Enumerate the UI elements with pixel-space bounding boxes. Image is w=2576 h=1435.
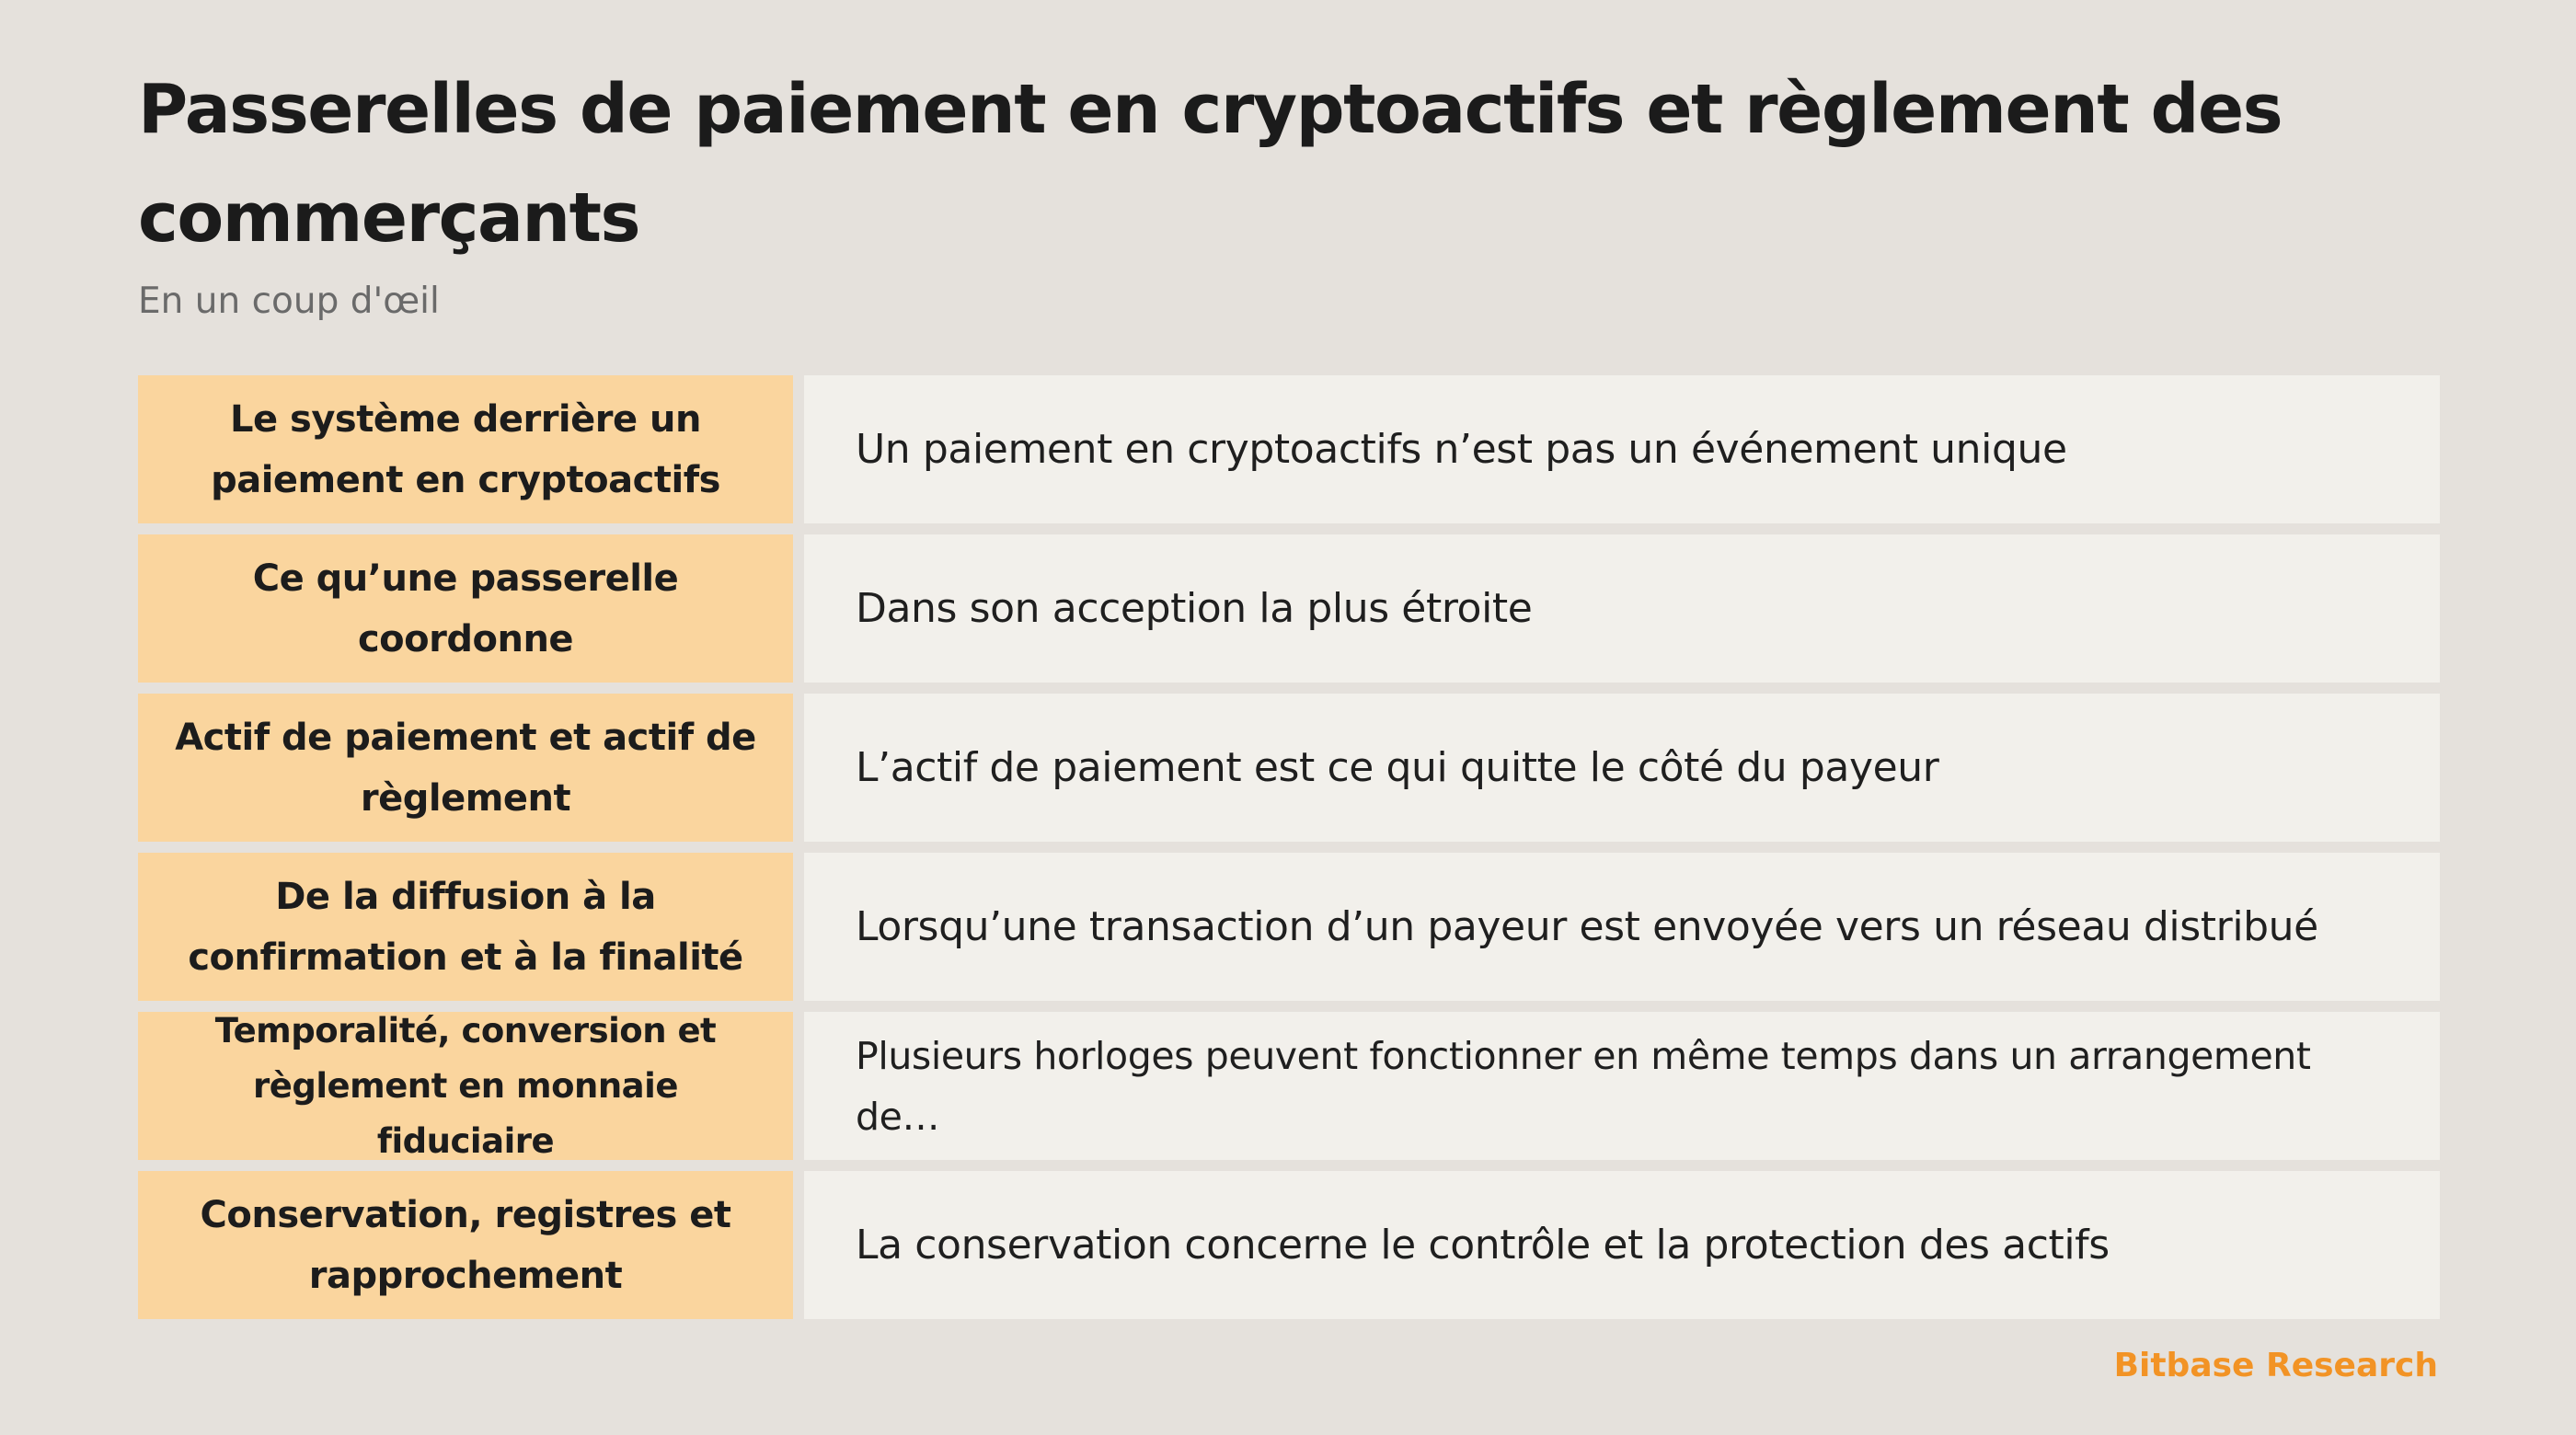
page-header (138, 55, 2438, 327)
page-subtitle: En un coup d'œil (138, 281, 440, 322)
row-label: Le système derrière un paiement en cryptoactifs (211, 397, 720, 501)
row-value: L’actif de paiement est ce qui quitte le côté du payeur (856, 743, 1939, 791)
row-value-cell (804, 534, 2440, 683)
row-label-cell (138, 1171, 793, 1319)
table-row (138, 375, 2440, 523)
row-value-cell (804, 694, 2440, 842)
row-value: Dans son acception la plus étroite (856, 584, 1533, 632)
row-label-cell (138, 375, 793, 523)
table-row (138, 1171, 2440, 1319)
row-label-cell (138, 1012, 793, 1160)
row-value: Un paiement en cryptoactifs n’est pas un événement unique (856, 425, 2067, 473)
table-row (138, 534, 2440, 683)
row-value: Plusieurs horloges peuvent fonctionner en même temps dans un arrangement de… (856, 1033, 2311, 1139)
row-label-cell (138, 853, 793, 1001)
row-label: Temporalité, conversion et règlement en monnaie fiduciaire (214, 1010, 717, 1161)
row-value-cell (804, 1171, 2440, 1319)
row-value: La conservation concerne le contrôle et la protection des actifs (856, 1221, 2110, 1269)
row-label: Conservation, registres et rapprochement (200, 1193, 731, 1297)
row-value-cell (804, 375, 2440, 523)
row-label: De la diffusion à la confirmation et à la finalité (188, 875, 743, 979)
brand-credit: Bitbase Research (2113, 1347, 2438, 1384)
row-label: Actif de paiement et actif de règlement (175, 716, 756, 820)
row-label-cell (138, 694, 793, 842)
row-label-cell (138, 534, 793, 683)
row-value: Lorsqu’une transaction d’un payeur est envoyée vers un réseau distribué (856, 902, 2318, 950)
summary-table (138, 375, 2440, 1330)
page-title: Passerelles de paiement en cryptoactifs et règlement des commerçants (138, 70, 2283, 258)
table-row (138, 694, 2440, 842)
row-value-cell (804, 853, 2440, 1001)
table-row (138, 853, 2440, 1001)
row-label: Ce qu’une passerelle coordonne (252, 557, 679, 660)
table-row (138, 1012, 2440, 1160)
row-value-cell (804, 1012, 2440, 1160)
